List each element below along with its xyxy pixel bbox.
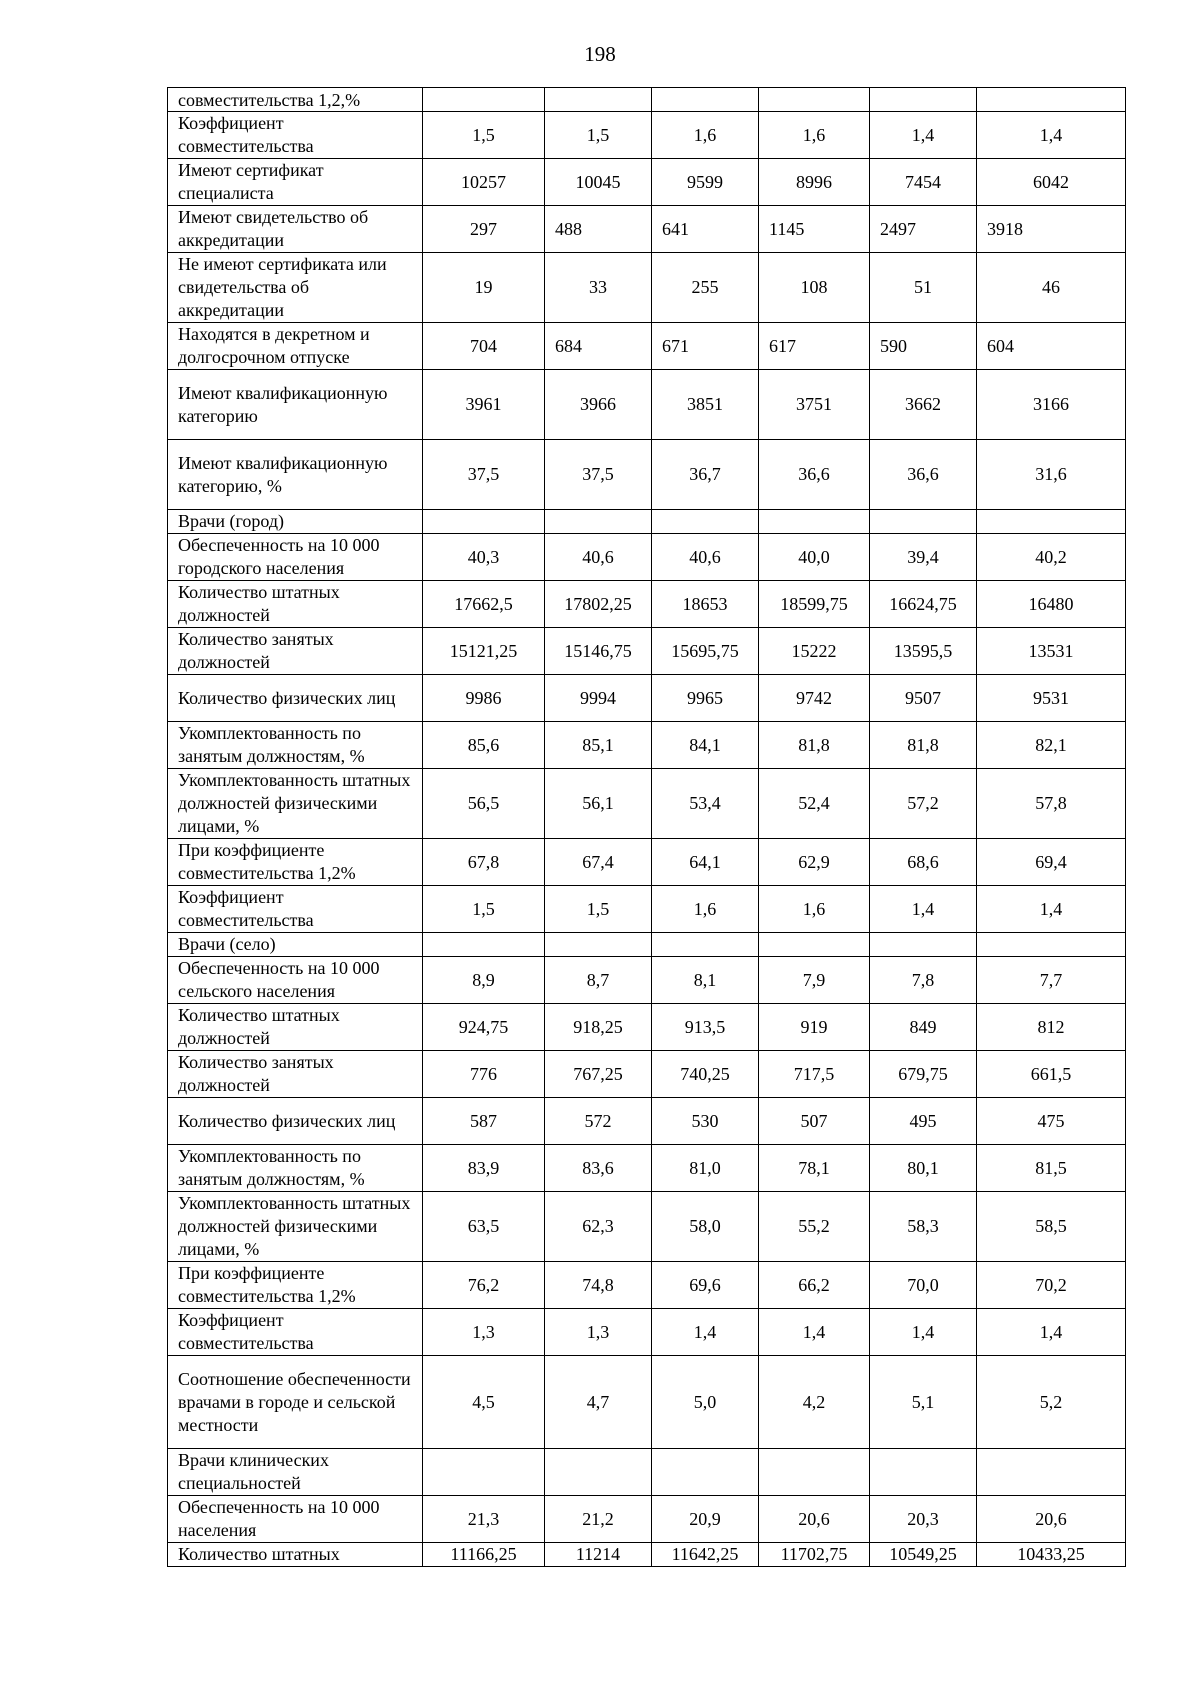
table-cell: 18653 xyxy=(652,581,759,628)
table-cell: 10433,25 xyxy=(977,1543,1126,1567)
row-label: совместительства 1,2,% xyxy=(168,88,423,112)
table-row xyxy=(168,534,1126,581)
table-cell: 1,4 xyxy=(977,112,1126,159)
table-cell: 81,0 xyxy=(652,1145,759,1192)
table-cell: 5,0 xyxy=(652,1356,759,1449)
table-cell: 20,6 xyxy=(977,1496,1126,1543)
table-cell: 67,4 xyxy=(545,839,652,886)
table-cell: 1,6 xyxy=(759,112,870,159)
table-cell: 767,25 xyxy=(545,1051,652,1098)
table-row xyxy=(168,370,1126,440)
table-cell: 15695,75 xyxy=(652,628,759,675)
table-cell: 3751 xyxy=(759,370,870,440)
table-cell: 9965 xyxy=(652,675,759,722)
table-cell: 56,1 xyxy=(545,769,652,839)
table-cell: 530 xyxy=(652,1098,759,1145)
table-cell: 66,2 xyxy=(759,1262,870,1309)
table-cell: 1,6 xyxy=(759,886,870,933)
table-cell: 16480 xyxy=(977,581,1126,628)
row-label: Коэффициент совместительства xyxy=(168,1309,423,1356)
table-cell: 918,25 xyxy=(545,1004,652,1051)
table-cell: 40,2 xyxy=(977,534,1126,581)
table-cell xyxy=(423,510,545,534)
table-cell: 617 xyxy=(759,323,870,370)
table-cell: 56,5 xyxy=(423,769,545,839)
table-cell: 1,6 xyxy=(652,886,759,933)
table-cell xyxy=(759,933,870,957)
table-cell: 84,1 xyxy=(652,722,759,769)
table-cell: 604 xyxy=(977,323,1126,370)
row-label: Коэффициент совместительства xyxy=(168,112,423,159)
table-cell: 641 xyxy=(652,206,759,253)
table-row xyxy=(168,323,1126,370)
row-label: Укомплектованность по занятым должностям, % xyxy=(168,722,423,769)
table-cell: 36,7 xyxy=(652,440,759,510)
row-label: При коэффициенте совместительства 1,2% xyxy=(168,839,423,886)
table-cell: 849 xyxy=(870,1004,977,1051)
table-cell: 40,6 xyxy=(545,534,652,581)
table-cell: 11642,25 xyxy=(652,1543,759,1567)
table-cell xyxy=(977,510,1126,534)
table-cell: 67,8 xyxy=(423,839,545,886)
table-cell: 1,4 xyxy=(870,886,977,933)
table-cell: 36,6 xyxy=(870,440,977,510)
table-cell: 13595,5 xyxy=(870,628,977,675)
table-cell: 53,4 xyxy=(652,769,759,839)
table-cell: 81,8 xyxy=(759,722,870,769)
table-cell: 58,5 xyxy=(977,1192,1126,1262)
table-cell: 17662,5 xyxy=(423,581,545,628)
table-row xyxy=(168,1356,1126,1449)
table-cell: 8,9 xyxy=(423,957,545,1004)
table-cell: 70,0 xyxy=(870,1262,977,1309)
table-cell xyxy=(870,1449,977,1496)
table-cell: 4,7 xyxy=(545,1356,652,1449)
table-cell: 16624,75 xyxy=(870,581,977,628)
table-cell: 9507 xyxy=(870,675,977,722)
table-cell: 9531 xyxy=(977,675,1126,722)
table-cell: 20,3 xyxy=(870,1496,977,1543)
table-cell: 10045 xyxy=(545,159,652,206)
table-row xyxy=(168,769,1126,839)
table-row xyxy=(168,1309,1126,1356)
row-label: Врачи (село) xyxy=(168,933,423,957)
table-row xyxy=(168,886,1126,933)
table-cell: 40,0 xyxy=(759,534,870,581)
table-cell: 15121,25 xyxy=(423,628,545,675)
table-cell: 8996 xyxy=(759,159,870,206)
table-cell: 15146,75 xyxy=(545,628,652,675)
data-table xyxy=(167,87,1126,1567)
table-cell: 57,8 xyxy=(977,769,1126,839)
table-cell: 20,9 xyxy=(652,1496,759,1543)
table-cell: 40,3 xyxy=(423,534,545,581)
table-cell: 3966 xyxy=(545,370,652,440)
table-row xyxy=(168,440,1126,510)
table-cell: 9994 xyxy=(545,675,652,722)
table-row xyxy=(168,628,1126,675)
row-label: Имеют квалификационную категорию, % xyxy=(168,440,423,510)
table-cell: 3961 xyxy=(423,370,545,440)
table-cell: 31,6 xyxy=(977,440,1126,510)
row-label: Количество занятых должностей xyxy=(168,628,423,675)
table-cell: 8,7 xyxy=(545,957,652,1004)
table-row xyxy=(168,159,1126,206)
table-cell: 1,3 xyxy=(545,1309,652,1356)
table-cell: 10257 xyxy=(423,159,545,206)
table-cell: 9599 xyxy=(652,159,759,206)
table-cell: 919 xyxy=(759,1004,870,1051)
table-cell: 19 xyxy=(423,253,545,323)
table-cell xyxy=(759,88,870,112)
table-cell: 297 xyxy=(423,206,545,253)
table-cell: 812 xyxy=(977,1004,1126,1051)
table-cell: 1,4 xyxy=(977,1309,1126,1356)
table-cell: 82,1 xyxy=(977,722,1126,769)
table-cell: 15222 xyxy=(759,628,870,675)
table-row xyxy=(168,581,1126,628)
table-cell: 684 xyxy=(545,323,652,370)
table-cell: 4,2 xyxy=(759,1356,870,1449)
row-label: Обеспеченность на 10 000 сельского населения xyxy=(168,957,423,1004)
row-label: Не имеют сертификата или свидетельства об аккредитации xyxy=(168,253,423,323)
table-cell xyxy=(870,933,977,957)
table-cell xyxy=(759,1449,870,1496)
page-number: 198 xyxy=(584,42,616,66)
table-cell: 11214 xyxy=(545,1543,652,1567)
table-cell: 58,3 xyxy=(870,1192,977,1262)
table-cell: 85,6 xyxy=(423,722,545,769)
table-body xyxy=(168,88,1126,1567)
table-cell: 3662 xyxy=(870,370,977,440)
table-cell xyxy=(652,933,759,957)
table-cell xyxy=(870,510,977,534)
table-cell xyxy=(977,933,1126,957)
table-cell: 69,6 xyxy=(652,1262,759,1309)
table-row xyxy=(168,1192,1126,1262)
table-cell xyxy=(545,88,652,112)
table-row xyxy=(168,1262,1126,1309)
row-label: Количество физических лиц xyxy=(168,675,423,722)
table-cell: 9986 xyxy=(423,675,545,722)
table-cell: 488 xyxy=(545,206,652,253)
table-row xyxy=(168,206,1126,253)
table-cell: 507 xyxy=(759,1098,870,1145)
table-row xyxy=(168,1004,1126,1051)
table-row xyxy=(168,112,1126,159)
table-cell: 1,5 xyxy=(423,112,545,159)
table-cell: 108 xyxy=(759,253,870,323)
table-cell xyxy=(423,88,545,112)
table-cell: 913,5 xyxy=(652,1004,759,1051)
table-cell: 1,4 xyxy=(870,1309,977,1356)
row-label: Количество штатных xyxy=(168,1543,423,1567)
table-cell: 63,5 xyxy=(423,1192,545,1262)
table-cell: 70,2 xyxy=(977,1262,1126,1309)
table-cell: 80,1 xyxy=(870,1145,977,1192)
row-label: Количество штатных должностей xyxy=(168,581,423,628)
table-cell xyxy=(759,510,870,534)
table-cell: 58,0 xyxy=(652,1192,759,1262)
table-row xyxy=(168,1051,1126,1098)
row-label: Количество штатных должностей xyxy=(168,1004,423,1051)
table-cell: 40,6 xyxy=(652,534,759,581)
row-label: Коэффициент совместительства xyxy=(168,886,423,933)
table-cell xyxy=(652,510,759,534)
table-cell: 6042 xyxy=(977,159,1126,206)
table-cell: 62,9 xyxy=(759,839,870,886)
table-cell xyxy=(652,1449,759,1496)
row-label: Укомплектованность штатных должностей физическими лицами, % xyxy=(168,1192,423,1262)
table-row xyxy=(168,1098,1126,1145)
table-cell: 17802,25 xyxy=(545,581,652,628)
row-label: Имеют квалификационную категорию xyxy=(168,370,423,440)
table-cell xyxy=(977,1449,1126,1496)
table-cell: 1,6 xyxy=(652,112,759,159)
table-cell: 37,5 xyxy=(423,440,545,510)
table-cell: 1145 xyxy=(759,206,870,253)
table-row xyxy=(168,1449,1126,1496)
table-cell: 21,3 xyxy=(423,1496,545,1543)
table-cell: 57,2 xyxy=(870,769,977,839)
row-label: Имеют сертификат специалиста xyxy=(168,159,423,206)
table-cell xyxy=(977,88,1126,112)
table-cell: 69,4 xyxy=(977,839,1126,886)
table-cell: 7,7 xyxy=(977,957,1126,1004)
table-cell: 64,1 xyxy=(652,839,759,886)
table-cell xyxy=(423,933,545,957)
table-cell: 74,8 xyxy=(545,1262,652,1309)
table-cell: 81,8 xyxy=(870,722,977,769)
table-cell: 39,4 xyxy=(870,534,977,581)
table-cell: 83,6 xyxy=(545,1145,652,1192)
row-label: Находятся в декретном и долгосрочном отпуске xyxy=(168,323,423,370)
table-cell: 1,4 xyxy=(870,112,977,159)
row-label: Врачи клинических специальностей xyxy=(168,1449,423,1496)
table-row xyxy=(168,933,1126,957)
table-row xyxy=(168,1496,1126,1543)
table-cell: 740,25 xyxy=(652,1051,759,1098)
table-cell: 4,5 xyxy=(423,1356,545,1449)
table-cell: 5,2 xyxy=(977,1356,1126,1449)
table-row xyxy=(168,839,1126,886)
table-cell: 78,1 xyxy=(759,1145,870,1192)
row-label: Врачи (город) xyxy=(168,510,423,534)
table-cell: 37,5 xyxy=(545,440,652,510)
table-cell: 671 xyxy=(652,323,759,370)
table-cell: 85,1 xyxy=(545,722,652,769)
table-cell: 1,4 xyxy=(977,886,1126,933)
table-cell: 3851 xyxy=(652,370,759,440)
table-cell: 10549,25 xyxy=(870,1543,977,1567)
table-cell: 717,5 xyxy=(759,1051,870,1098)
table-cell: 21,2 xyxy=(545,1496,652,1543)
table-cell: 83,9 xyxy=(423,1145,545,1192)
table-cell: 590 xyxy=(870,323,977,370)
table-cell: 495 xyxy=(870,1098,977,1145)
row-label: При коэффициенте совместительства 1,2% xyxy=(168,1262,423,1309)
table-row xyxy=(168,722,1126,769)
table-cell: 587 xyxy=(423,1098,545,1145)
table-cell: 33 xyxy=(545,253,652,323)
table-cell: 13531 xyxy=(977,628,1126,675)
table-cell: 2497 xyxy=(870,206,977,253)
table-cell: 1,5 xyxy=(545,886,652,933)
table-cell: 51 xyxy=(870,253,977,323)
table-cell: 68,6 xyxy=(870,839,977,886)
table-cell: 1,3 xyxy=(423,1309,545,1356)
table-cell: 7,8 xyxy=(870,957,977,1004)
table-cell: 3918 xyxy=(977,206,1126,253)
table-cell: 18599,75 xyxy=(759,581,870,628)
table-cell: 7454 xyxy=(870,159,977,206)
table-cell: 46 xyxy=(977,253,1126,323)
table-cell xyxy=(870,88,977,112)
table-cell: 8,1 xyxy=(652,957,759,1004)
table-cell: 55,2 xyxy=(759,1192,870,1262)
table-cell: 5,1 xyxy=(870,1356,977,1449)
table-cell xyxy=(545,1449,652,1496)
table-cell: 7,9 xyxy=(759,957,870,1004)
table-cell: 1,5 xyxy=(545,112,652,159)
row-label: Имеют свидетельство об аккредитации xyxy=(168,206,423,253)
table-cell: 924,75 xyxy=(423,1004,545,1051)
table-cell: 1,4 xyxy=(759,1309,870,1356)
table-cell: 1,4 xyxy=(652,1309,759,1356)
table-cell: 76,2 xyxy=(423,1262,545,1309)
table-cell: 81,5 xyxy=(977,1145,1126,1192)
table-cell: 661,5 xyxy=(977,1051,1126,1098)
table-cell xyxy=(652,88,759,112)
row-label: Количество физических лиц xyxy=(168,1098,423,1145)
table-cell: 3166 xyxy=(977,370,1126,440)
table-cell: 1,5 xyxy=(423,886,545,933)
row-label: Обеспеченность на 10 000 населения xyxy=(168,1496,423,1543)
table-row xyxy=(168,1543,1126,1567)
table-row xyxy=(168,253,1126,323)
table-cell: 255 xyxy=(652,253,759,323)
table-cell: 52,4 xyxy=(759,769,870,839)
table-row xyxy=(168,510,1126,534)
table-cell xyxy=(423,1449,545,1496)
table-cell xyxy=(545,510,652,534)
table-row xyxy=(168,1145,1126,1192)
row-label: Количество занятых должностей xyxy=(168,1051,423,1098)
table-cell: 62,3 xyxy=(545,1192,652,1262)
row-label: Укомплектованность по занятым должностям, % xyxy=(168,1145,423,1192)
table-cell: 20,6 xyxy=(759,1496,870,1543)
row-label: Обеспеченность на 10 000 городского населения xyxy=(168,534,423,581)
table-row xyxy=(168,675,1126,722)
row-label: Соотношение обеспеченности врачами в городе и сельской местности xyxy=(168,1356,423,1449)
table-cell: 475 xyxy=(977,1098,1126,1145)
table-cell: 36,6 xyxy=(759,440,870,510)
table-cell xyxy=(545,933,652,957)
table-cell: 11166,25 xyxy=(423,1543,545,1567)
table-cell: 572 xyxy=(545,1098,652,1145)
table-row xyxy=(168,88,1126,112)
table-cell: 679,75 xyxy=(870,1051,977,1098)
table-cell: 9742 xyxy=(759,675,870,722)
table-row xyxy=(168,957,1126,1004)
table-cell: 704 xyxy=(423,323,545,370)
table-cell: 11702,75 xyxy=(759,1543,870,1567)
table-cell: 776 xyxy=(423,1051,545,1098)
row-label: Укомплектованность штатных должностей физическими лицами, % xyxy=(168,769,423,839)
